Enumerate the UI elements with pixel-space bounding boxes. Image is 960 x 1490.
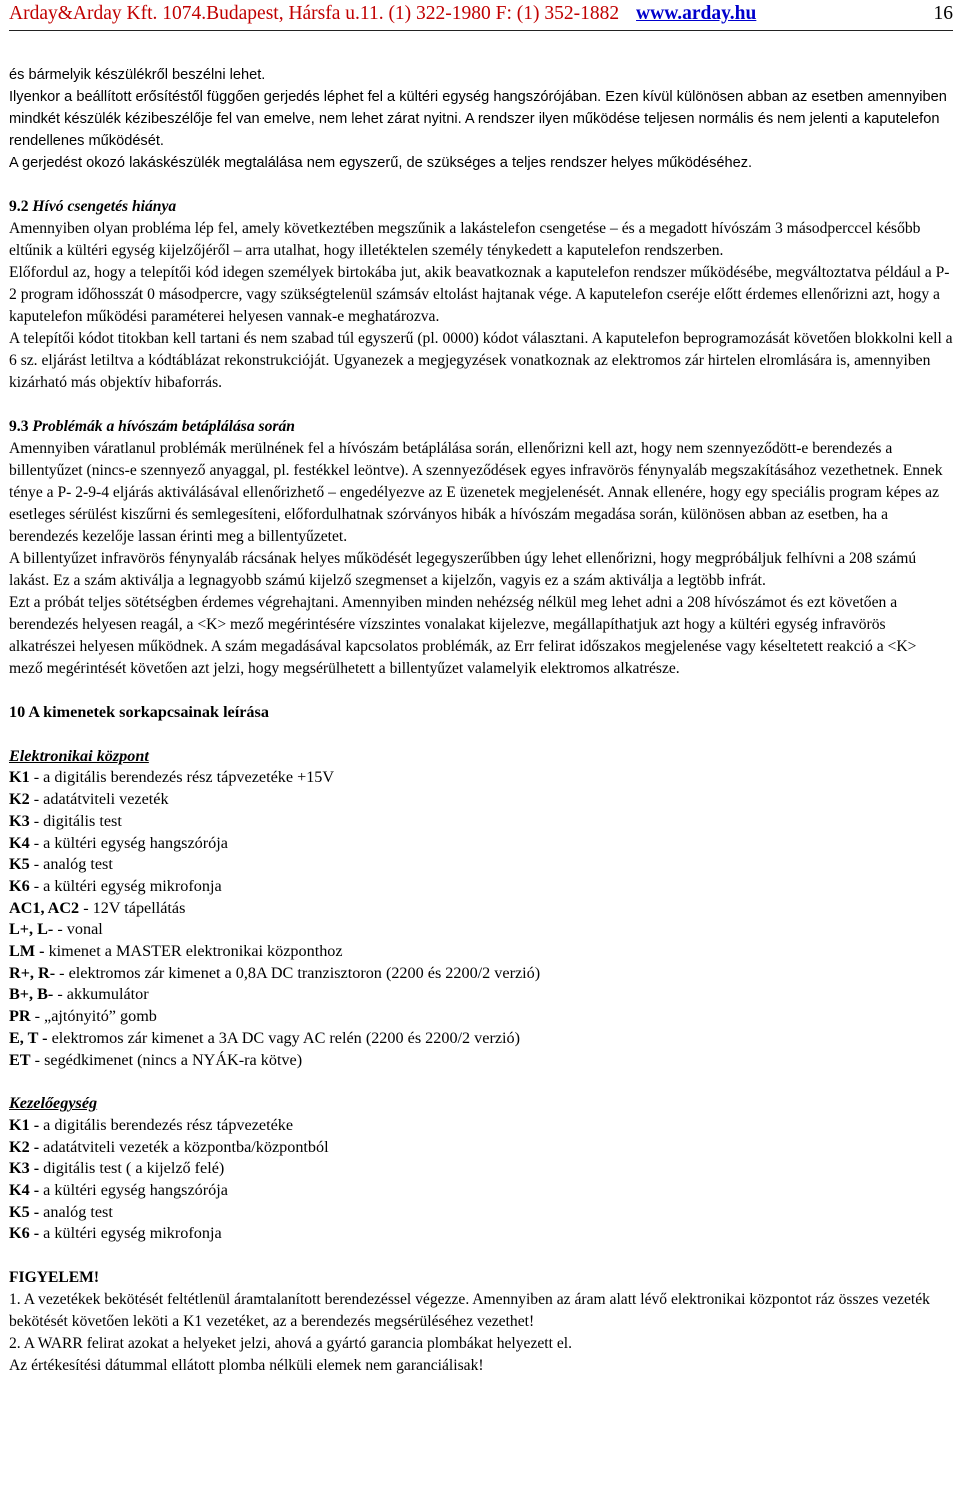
terminal-item: K1 - a digitális berendezés rész tápvezetéke +15V (9, 768, 335, 787)
warning-title: FIGYELEM! (9, 1269, 100, 1287)
warning-line: 2. A WARR felirat azokat a helyeket jelzi, ahová a gyártó garancia plombákat helyezett el. (9, 1335, 573, 1353)
paragraph: Ezt a próbát teljes sötétségben érdemes végrehajtani. Amennyiben minden nehézség nélkül meg lehet adni a 208 hívószámot és ezt követően a berendezés helyesen reagál, a <K> mező megérintésére vízszintes vonalakat kijelezve, megállapíthatjuk azt hogy a kültéri egység infravörös alkatrészei helyesen működnek. A szám megadásával kapcsolatos problémák, az Err felirat időszakos megjelenése vagy késeltetett reakció a <K> mező megérintését követően azt jelzi, hogy megsérülhetett a billentyűzet valamelyik elektromos alkatrésze. (9, 594, 917, 677)
terminal-item: L+, L- - vonal (9, 920, 103, 939)
terminal-item: K2 - adatátviteli vezeték (9, 790, 169, 809)
section-9-2-heading (9, 196, 954, 218)
terminal-item: K6 - a kültéri egység mikrofonja (9, 1224, 222, 1243)
section-number: 9.2 (9, 198, 29, 215)
paragraph: Előfordul az, hogy a telepítői kód idegen személyek birtokába jut, akik beavatkoznak a kaputelefon rendszer működésébe, megváltoztatva például a P-2 program időhosszát 0 másodpercre, vagy szükségtelenül számsáv eltolást hajtanak vége. A kaputelefon cseréje előtt érdemes ellenőrizni azt, hogy a kaputelefon működési paraméterei helyesen vannak-e meghatározva. (9, 264, 950, 325)
terminal-item: K6 - a kültéri egység mikrofonja (9, 876, 222, 895)
intro-paragraph: Ilyenkor a beállított erősítéstől függően gerjedés léphet fel a kültéri egység hangszórójában. Ezen kívül különösen abban az esetben amennyiben mindkét készülék kézibeszélője fel van emelve, nem lehet zárat nyitni. A rendszer ilyen működése teljesen normális és nem jelenti a kaputelefon rendellenes működését. (9, 89, 947, 149)
terminal-item: K4 - a kültéri egység hangszórója (9, 1181, 228, 1200)
terminal-item: K4 - a kültéri egység hangszórója (9, 833, 228, 852)
terminal-item: K3 - digitális test ( a kijelző felé) (9, 1159, 225, 1178)
warning-line: 1. A vezetékek bekötését feltétlenül áramtalanított berendezéssel végezze. Amennyiben az áram alatt lévő elektronikai központot ráz összes vezeték bekötését követően leköti a K1 vezetéket, az a berendezés megsérüléséhez vezethet! (9, 1291, 930, 1331)
section-9-3-heading (9, 416, 954, 438)
warning-line: Az értékesítési dátummal ellátott plomba nélküli elemek nem garanciálisak! (9, 1357, 484, 1375)
terminal-item: B+, B- - akkumulátor (9, 985, 149, 1004)
section-number: 9.3 (9, 418, 29, 435)
terminal-item: E, T - elektromos zár kimenet a 3A DC vagy AC relén (2200 és 2200/2 verzió) (9, 1028, 521, 1047)
terminal-item: PR - „ajtónyitó” gomb (9, 1007, 157, 1026)
terminal-item: K5 - analóg test (9, 1202, 113, 1221)
central-unit-title: Elektronikai központ (9, 746, 149, 765)
paragraph: A billentyűzet infravörös fénynyaláb rácsának helyes működését legegyszerűbben úgy lehet ellenőrizni, hogy megpróbáljuk felhívni a 208 számú lakást. Ez a szám aktiválja a legnagyobb számú kijelző szegmenset a kijelzőn, vagyis ez a szám aktiválja a legtöbb infrát. (9, 550, 917, 589)
page-header (9, 0, 953, 31)
terminal-item: ET - segédkimenet (nincs a NYÁK-ra kötve) (9, 1050, 303, 1069)
section-title: Problémák a hívószám betáplálása során (32, 418, 295, 435)
terminal-item: R+, R- - elektromos zár kimenet a 0,8A DC tranzisztoron (2200 és 2200/2 verzió) (9, 963, 541, 982)
paragraph: Amennyiben váratlanul problémák merülnének fel a hívószám betáplálása során, ellenőrizni kell azt, hogy nem szennyeződött-e berendezés a billentyűzet (nincs-e szennyező anyaggal, pl. festékkel leöntve). A szennyeződések egyes infravörös fénynyaláb megszakításához vezethetnek. Ennek ténye a P- 2-9-4 eljárás aktiválásával ellenőrizhető – engedélyezve az E üzenetek megjelenését. Annak ellenére, hogy egy speciális program képes az esetleges sérülést kiszűrni és semlegesíteni, előfordulhatnak szórványos hibák a hívószám megadása során, különösen abban az esetben, ha a berendezés kezelője lassan érinti meg a billentyűzetet. (9, 440, 943, 545)
intro-paragraph: A gerjedést okozó lakáskészülék megtalálása nem egyszerű, de szükséges a teljes rendszer helyes működéséhez. (9, 155, 753, 171)
terminal-item: AC1, AC2 - 12V tápellátás (9, 898, 186, 917)
terminal-item: K5 - analóg test (9, 855, 113, 874)
section-title: Hívó csengetés hiánya (32, 198, 177, 215)
central-terminal-list (9, 767, 954, 1071)
control-terminal-list (9, 1115, 954, 1245)
terminal-item: K1 - a digitális berendezés rész tápvezetéke (9, 1115, 294, 1134)
terminal-item: LM - kimenet a MASTER elektronikai központhoz (9, 942, 343, 961)
paragraph: A telepítői kódot titokban kell tartani és nem szabad túl egyszerű (pl. 0000) kódot választani. A kaputelefon beprogramozását követően blokkolni kell a 6 sz. eljárást letiltva a kódtáblázat rekonstrukcióját. Ugyanezek a megjegyzések vonatkoznak az elektromos zár hirtelen elromlására is, amennyiben kizárható más objektív hibaforrás. (9, 330, 953, 391)
page-number: 16 (933, 3, 953, 24)
document-body (9, 64, 954, 1377)
terminal-item: K2 - adatátviteli vezeték a központba/központból (9, 1137, 329, 1156)
intro-block (9, 64, 954, 174)
intro-paragraph: és bármelyik készülékről beszélni lehet. (9, 67, 266, 83)
section-10-heading: 10 A kimenetek sorkapcsainak leírása (9, 703, 269, 721)
paragraph: Amennyiben olyan probléma lép fel, amely következtében megszűnik a lakástelefon csengetése – és a megadott hívószám 3 másodperccel később eltűnik a kültéri egység kijelzőjéről – arra utalhat, hogy illetéktelen személy ténykedett a kaputelefon rendszerben. (9, 220, 921, 259)
terminal-item: K3 - digitális test (9, 811, 122, 830)
control-unit-title: Kezelőegység (9, 1094, 98, 1113)
company-info: Arday&Arday Kft. 1074.Budapest, Hársfa u.11. (1) 322-1980 F: (1) 352-1882 (9, 3, 620, 24)
website-link[interactable]: www.arday.hu (636, 3, 757, 24)
